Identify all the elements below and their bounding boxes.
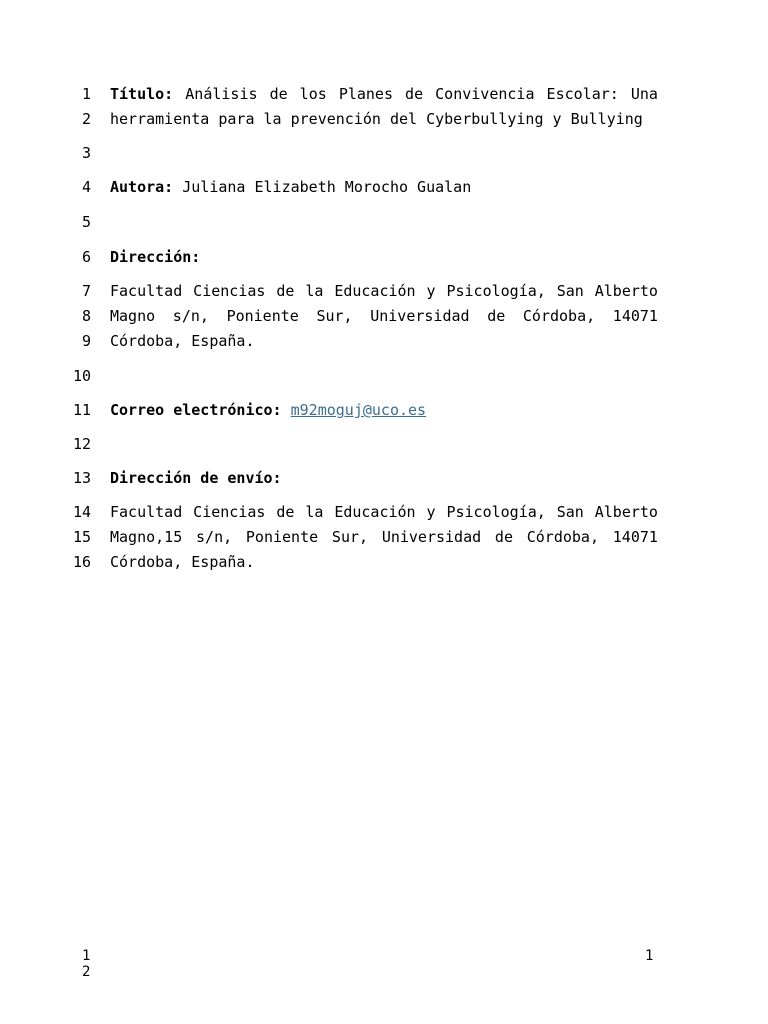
line-number: 11	[72, 401, 91, 419]
word: Educación	[334, 282, 416, 300]
word: Universidad	[370, 307, 470, 325]
line-number: 14	[72, 503, 91, 521]
line-number: 6	[81, 248, 91, 266]
footer-line-number: 1	[82, 948, 91, 964]
word: Poniente	[226, 307, 299, 325]
title-line-2: herramienta para la prevención del Cyberbullying y Bullying	[110, 110, 643, 128]
word: Magno,15	[110, 528, 183, 546]
line-number: 15	[72, 528, 91, 546]
address-line-2	[110, 307, 658, 325]
word: y	[426, 282, 436, 300]
word: de	[276, 282, 295, 300]
word: Ciencias	[193, 282, 266, 300]
shipping-address-label: Dirección de envío:	[110, 469, 282, 487]
word: Alberto	[594, 503, 658, 521]
word: San	[556, 282, 584, 300]
line-number: 1	[81, 85, 91, 103]
word: Sur,	[316, 307, 353, 325]
word: 14071	[612, 307, 658, 325]
footer-line-number: 2	[82, 964, 91, 980]
word: 14071	[612, 528, 658, 546]
word: de	[276, 503, 295, 521]
shipping-address-line-3: Córdoba, España.	[110, 553, 255, 571]
address-line-3: Córdoba, España.	[110, 332, 255, 350]
word: Ciencias	[193, 503, 266, 521]
shipping-address-line-2	[110, 528, 658, 546]
word: de	[494, 528, 513, 546]
line-number: 8	[81, 307, 91, 325]
page-number: 1	[645, 948, 654, 964]
word: Sur,	[331, 528, 369, 546]
word: Psicología,	[446, 503, 546, 521]
line-number: 13	[72, 469, 91, 487]
footer-line-numbers	[82, 948, 90, 980]
word: s/n,	[172, 307, 209, 325]
word: la	[305, 282, 324, 300]
word: Facultad	[110, 282, 183, 300]
word: Convivencia	[435, 85, 535, 103]
line-number: 4	[81, 178, 91, 196]
line-number: 9	[81, 332, 91, 350]
word: Facultad	[110, 503, 183, 521]
word: y	[426, 503, 436, 521]
line-number: 10	[72, 367, 91, 385]
line-number: 12	[72, 435, 91, 453]
title-label: Título:	[110, 85, 174, 103]
word: los	[299, 85, 327, 103]
author-name: Juliana Elizabeth Morocho Gualan	[182, 178, 472, 196]
word: la	[305, 503, 324, 521]
word: Educación	[334, 503, 416, 521]
address-label: Dirección:	[110, 248, 201, 266]
word: Magno	[110, 307, 156, 325]
word: Una	[630, 85, 658, 103]
word: de	[487, 307, 506, 325]
word: Córdoba,	[526, 528, 599, 546]
word: de	[269, 85, 288, 103]
word: Escolar:	[546, 85, 619, 103]
email-line	[110, 401, 658, 419]
email-link[interactable]: m92moguj@uco.es	[290, 401, 427, 419]
address-line-1	[110, 282, 658, 300]
word: s/n,	[196, 528, 233, 546]
line-number: 7	[81, 282, 91, 300]
line-number: 5	[81, 213, 91, 231]
shipping-address-line-1	[110, 503, 658, 521]
word: Universidad	[381, 528, 482, 546]
word: Córdoba,	[522, 307, 596, 325]
line-number: 2	[81, 110, 91, 128]
word: Planes	[338, 85, 393, 103]
word: Análisis	[185, 85, 258, 103]
title-line-1	[110, 85, 658, 103]
word: Psicología,	[446, 282, 546, 300]
author-line	[110, 178, 658, 196]
word: Alberto	[594, 282, 658, 300]
author-label: Autora:	[110, 178, 174, 196]
line-number: 16	[72, 553, 91, 571]
email-label: Correo electrónico:	[110, 401, 282, 419]
word: San	[556, 503, 584, 521]
word: de	[405, 85, 424, 103]
line-number: 3	[81, 144, 91, 162]
word: Poniente	[245, 528, 319, 546]
